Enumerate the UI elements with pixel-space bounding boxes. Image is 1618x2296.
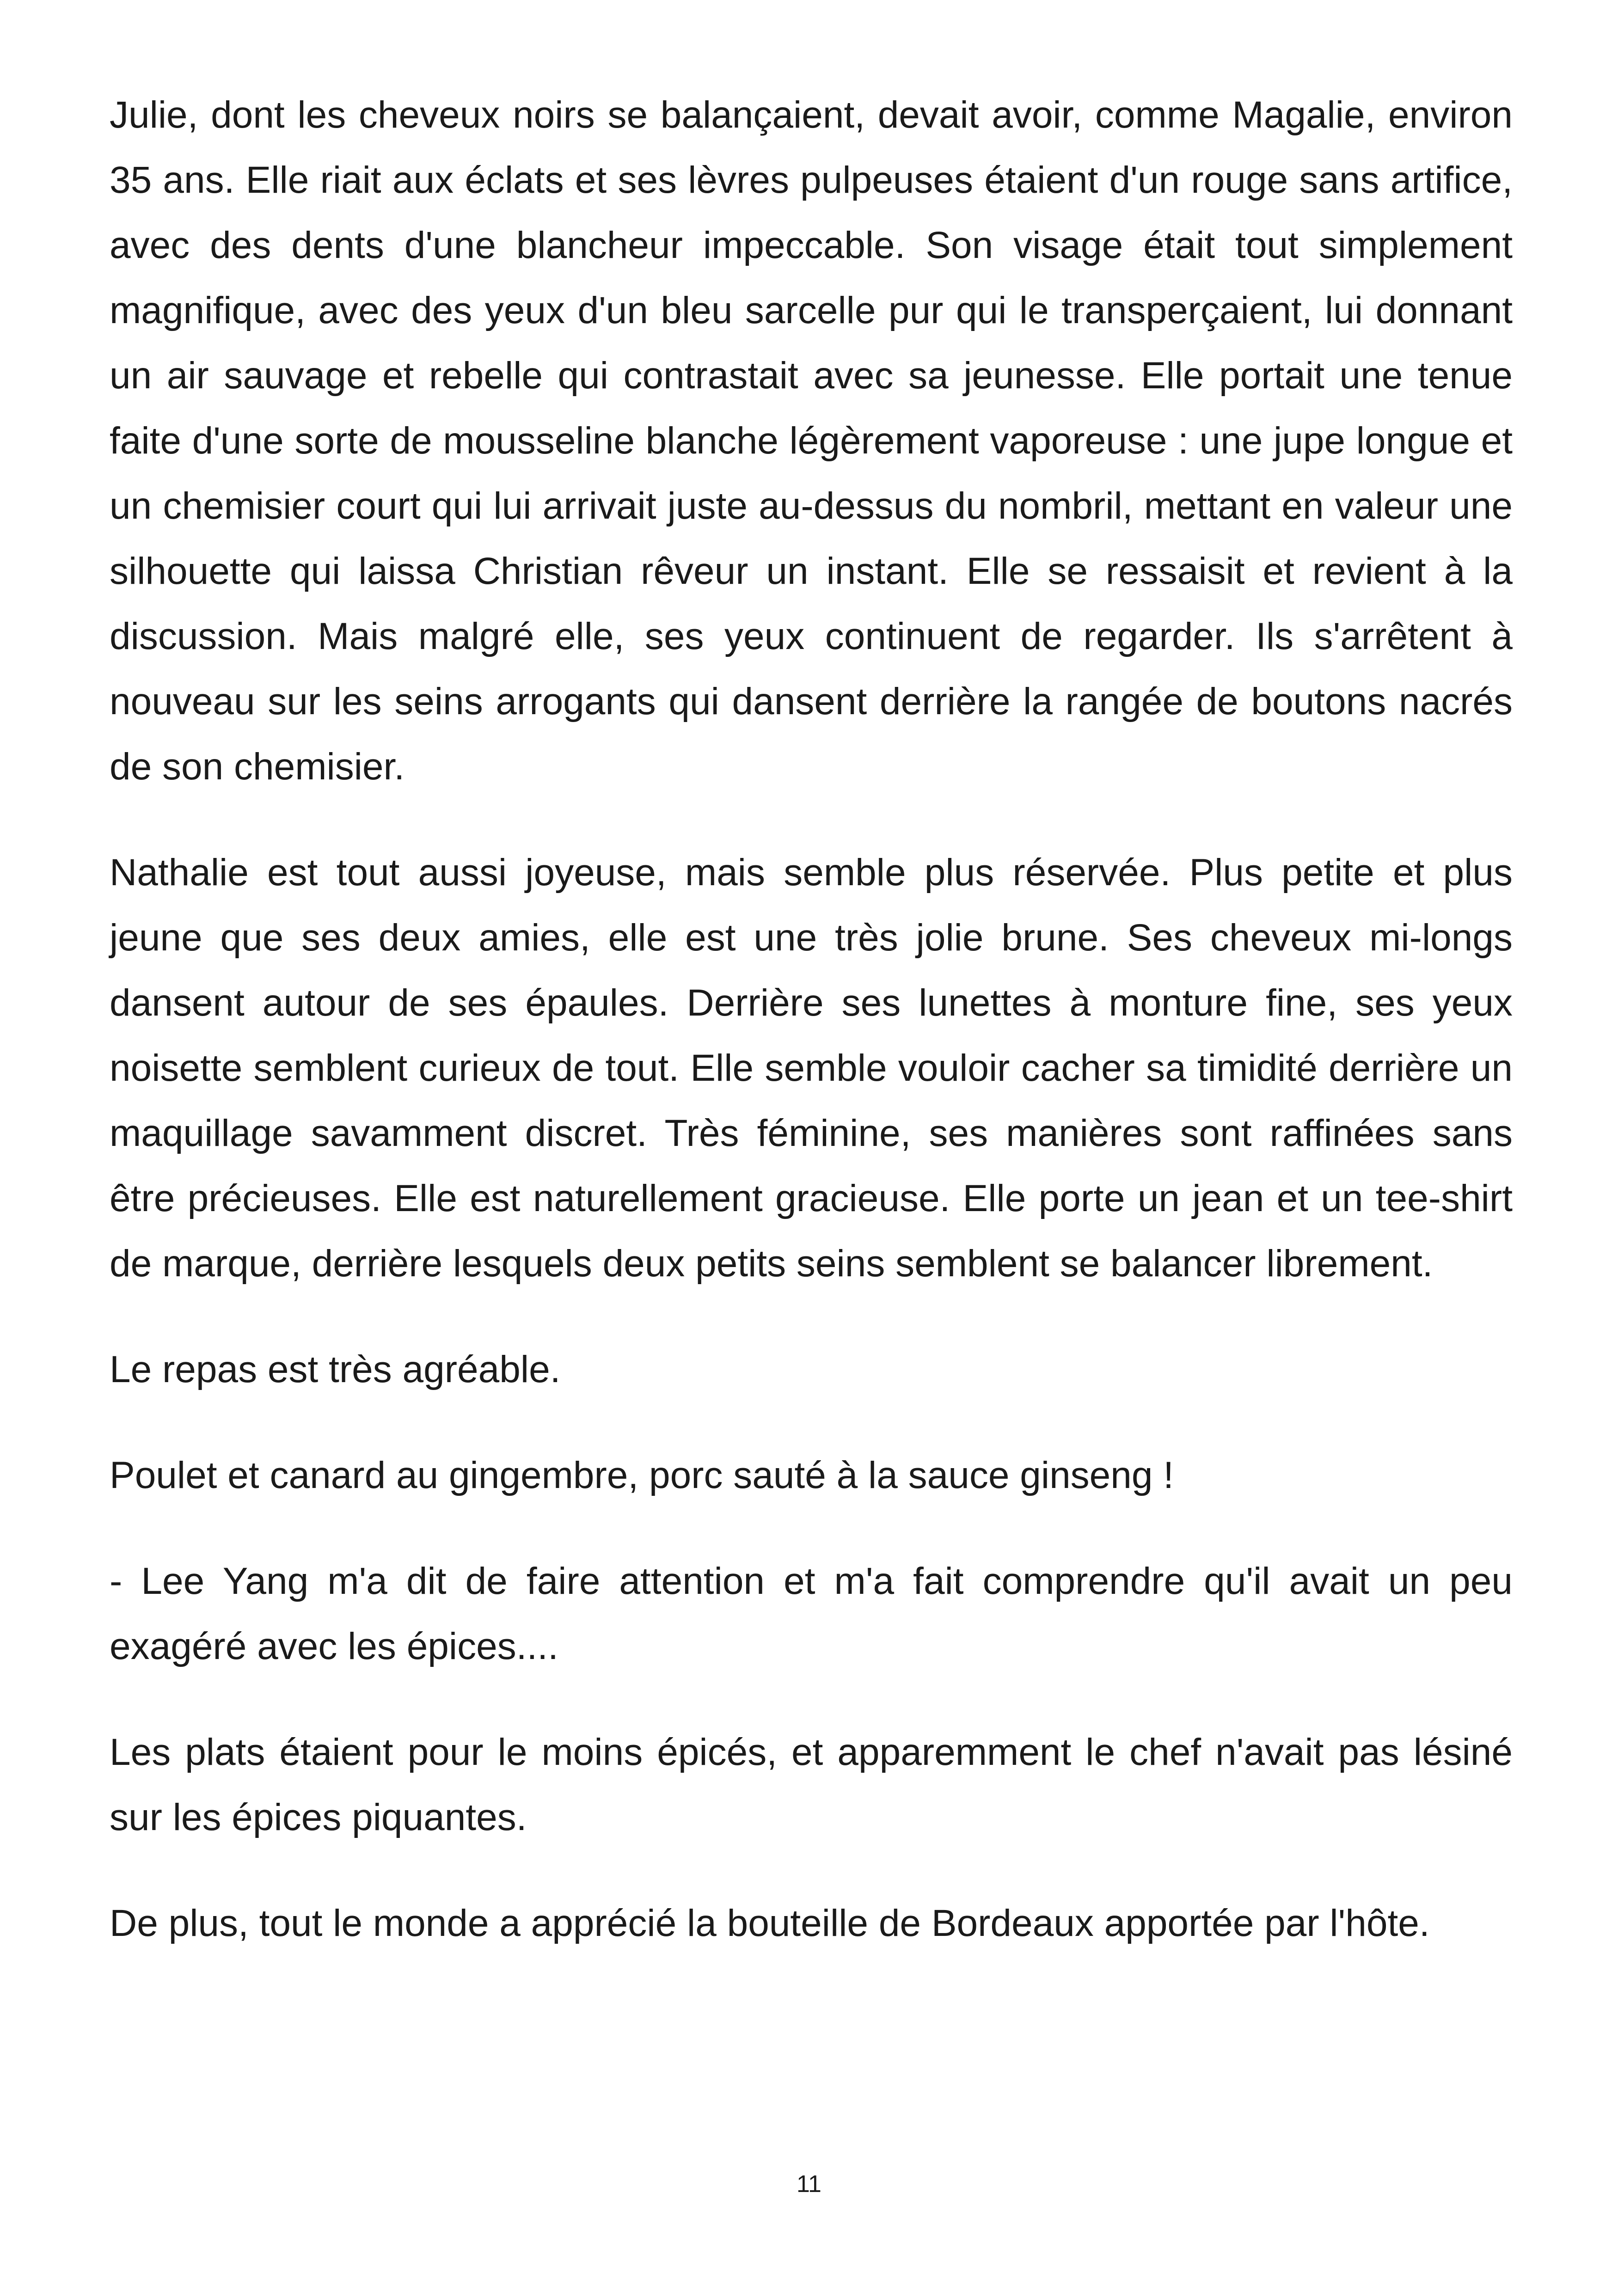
paragraph-repas: Le repas est très agréable. [110, 1348, 561, 1390]
paragraph-dialogue: - Lee Yang m'a dit de faire attention et m'a fait comprendre qu'il avait un peu exagéré avec les épices.... [110, 1560, 1513, 1667]
paragraph-plats: Les plats étaient pour le moins épicés, et apparemment le chef n'avait pas lésiné sur les épices piquantes. [110, 1731, 1513, 1838]
body-text [110, 82, 1513, 1996]
paragraph-julie: Julie, dont les cheveux noirs se balançaient, devait avoir, comme Magalie, environ 35 ans. Elle riait aux éclats et ses lèvres pulpeuses étaient d'un rouge sans artifice, avec des dents d'une blancheur impeccable. Son visage était tout simplement magnifique, avec des yeux d'un bleu sarcelle pur qui le transperçaient, lui donnant un air sauvage et rebelle qui contrastait avec sa jeunesse. Elle portait une tenue faite d'une sorte de mousseline blanche légèrement vaporeuse : une jupe longue et un chemisier court qui lui arrivait juste au-dessus du nombril, mettant en valeur une silhouette qui laissa Christian rêveur un instant. Elle se ressaisit et revient à la discussion. Mais malgré elle, ses yeux continuent de regarder. Ils s'arrêtent à nouveau sur les seins arrogants qui dansent derrière la rangée de boutons nacrés de son chemisier. [110, 94, 1513, 788]
paragraph-menu: Poulet et canard au gingembre, porc sauté à la sauce ginseng ! [110, 1454, 1174, 1496]
paragraph-bordeaux: De plus, tout le monde a apprécié la bouteille de Bordeaux apportée par l'hôte. [110, 1902, 1430, 1944]
page-number: 11 [797, 2171, 821, 2198]
paragraph-nathalie: Nathalie est tout aussi joyeuse, mais semble plus réservée. Plus petite et plus jeune que ses deux amies, elle est une très jolie brune. Ses cheveux mi-longs dansent autour de ses épaules. Derrière ses lunettes à monture fine, ses yeux noisette semblent curieux de tout. Elle semble vouloir cacher sa timidité derrière un maquillage savamment discret. Très féminine, ses manières sont raffinées sans être précieuses. Elle est naturellement gracieuse. Elle porte un jean et un tee-shirt de marque, derrière lesquels deux petits seins semblent se balancer librement. [110, 851, 1513, 1285]
